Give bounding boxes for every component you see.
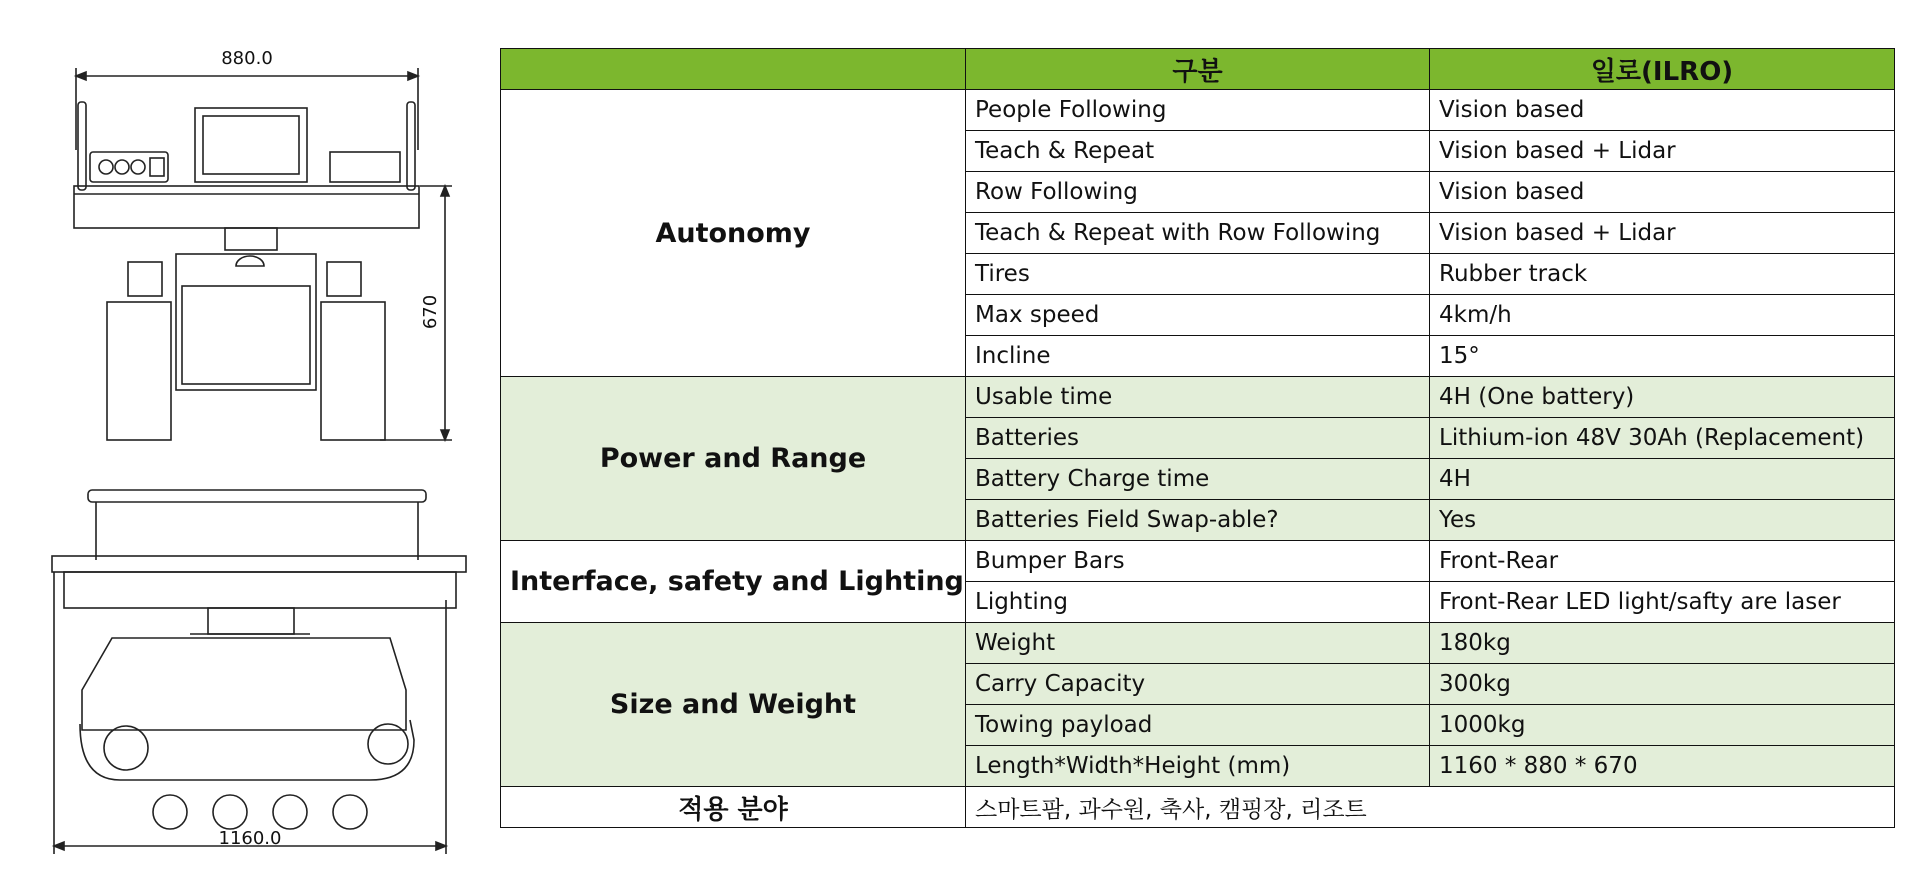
table-row bbox=[501, 90, 1895, 131]
row-item: Lighting bbox=[966, 582, 1430, 623]
application-label: 적용 분야 bbox=[501, 787, 966, 828]
rail-right bbox=[407, 102, 415, 190]
height-dimension-label: 670 bbox=[420, 294, 441, 330]
row-item: Teach & Repeat bbox=[966, 131, 1430, 172]
table-row bbox=[501, 541, 1895, 582]
rail-left bbox=[78, 102, 86, 190]
light-left bbox=[128, 262, 162, 296]
row-item: Max speed bbox=[966, 295, 1430, 336]
row-value: Front-Rear LED light/safty are laser bbox=[1430, 582, 1895, 623]
row-value: 1160 * 880 * 670 bbox=[1430, 746, 1895, 787]
group-power-range: Power and Range bbox=[501, 377, 966, 541]
technical-drawings bbox=[40, 40, 480, 860]
row-item: Weight bbox=[966, 623, 1430, 664]
right-box bbox=[330, 152, 400, 182]
row-item: Usable time bbox=[966, 377, 1430, 418]
side-chassis bbox=[82, 638, 406, 730]
width-dimension-label: 880.0 bbox=[221, 48, 273, 69]
row-value: 4H bbox=[1430, 459, 1895, 500]
row-item: Towing payload bbox=[966, 705, 1430, 746]
length-dimension-label: 1160.0 bbox=[218, 828, 282, 849]
row-item: Teach & Repeat with Row Following bbox=[966, 213, 1430, 254]
row-value: Lithium-ion 48V 30Ah (Replacement) bbox=[1430, 418, 1895, 459]
group-autonomy: Autonomy bbox=[501, 90, 966, 377]
row-item: Incline bbox=[966, 336, 1430, 377]
monitor bbox=[195, 108, 307, 182]
row-value: 1000kg bbox=[1430, 705, 1895, 746]
row-item: Length*Width*Height (mm) bbox=[966, 746, 1430, 787]
table-row bbox=[501, 377, 1895, 418]
track-left bbox=[107, 302, 171, 440]
row-value: Vision based + Lidar bbox=[1430, 213, 1895, 254]
row-value: 4H (One battery) bbox=[1430, 377, 1895, 418]
row-item: Batteries Field Swap-able? bbox=[966, 500, 1430, 541]
row-value: 300kg bbox=[1430, 664, 1895, 705]
row-value: Vision based + Lidar bbox=[1430, 131, 1895, 172]
row-value: 15° bbox=[1430, 336, 1895, 377]
table-row-application bbox=[501, 787, 1895, 828]
table-row bbox=[501, 623, 1895, 664]
row-value: Vision based bbox=[1430, 172, 1895, 213]
application-value: 스마트팜, 과수원, 축사, 캠핑장, 리조트 bbox=[966, 787, 1895, 828]
row-value: Front-Rear bbox=[1430, 541, 1895, 582]
header-corner bbox=[501, 49, 966, 90]
row-item: Row Following bbox=[966, 172, 1430, 213]
side-deck bbox=[52, 556, 466, 572]
robot-drawing-svg bbox=[40, 40, 480, 860]
body bbox=[176, 254, 316, 390]
light-right bbox=[327, 262, 361, 296]
group-interface-safety-lighting: Interface, safety and Lighting bbox=[501, 541, 966, 623]
header-model: 일로(ILRO) bbox=[1430, 49, 1895, 90]
row-item: Batteries bbox=[966, 418, 1430, 459]
row-value: Rubber track bbox=[1430, 254, 1895, 295]
row-value: 4km/h bbox=[1430, 295, 1895, 336]
row-item: Carry Capacity bbox=[966, 664, 1430, 705]
row-value: 180kg bbox=[1430, 623, 1895, 664]
header-category: 구분 bbox=[966, 49, 1430, 90]
side-rail bbox=[88, 490, 426, 502]
row-item: Bumper Bars bbox=[966, 541, 1430, 582]
row-item: Tires bbox=[966, 254, 1430, 295]
row-item: People Following bbox=[966, 90, 1430, 131]
row-value: Vision based bbox=[1430, 90, 1895, 131]
table-header-row bbox=[501, 49, 1895, 90]
side-track bbox=[80, 720, 414, 780]
row-value: Yes bbox=[1430, 500, 1895, 541]
spec-table bbox=[500, 48, 1895, 828]
track-right bbox=[321, 302, 385, 440]
side-mast bbox=[208, 608, 294, 634]
deck bbox=[74, 186, 419, 228]
row-item: Battery Charge time bbox=[966, 459, 1430, 500]
side-tray bbox=[64, 572, 456, 608]
group-size-weight: Size and Weight bbox=[501, 623, 966, 787]
